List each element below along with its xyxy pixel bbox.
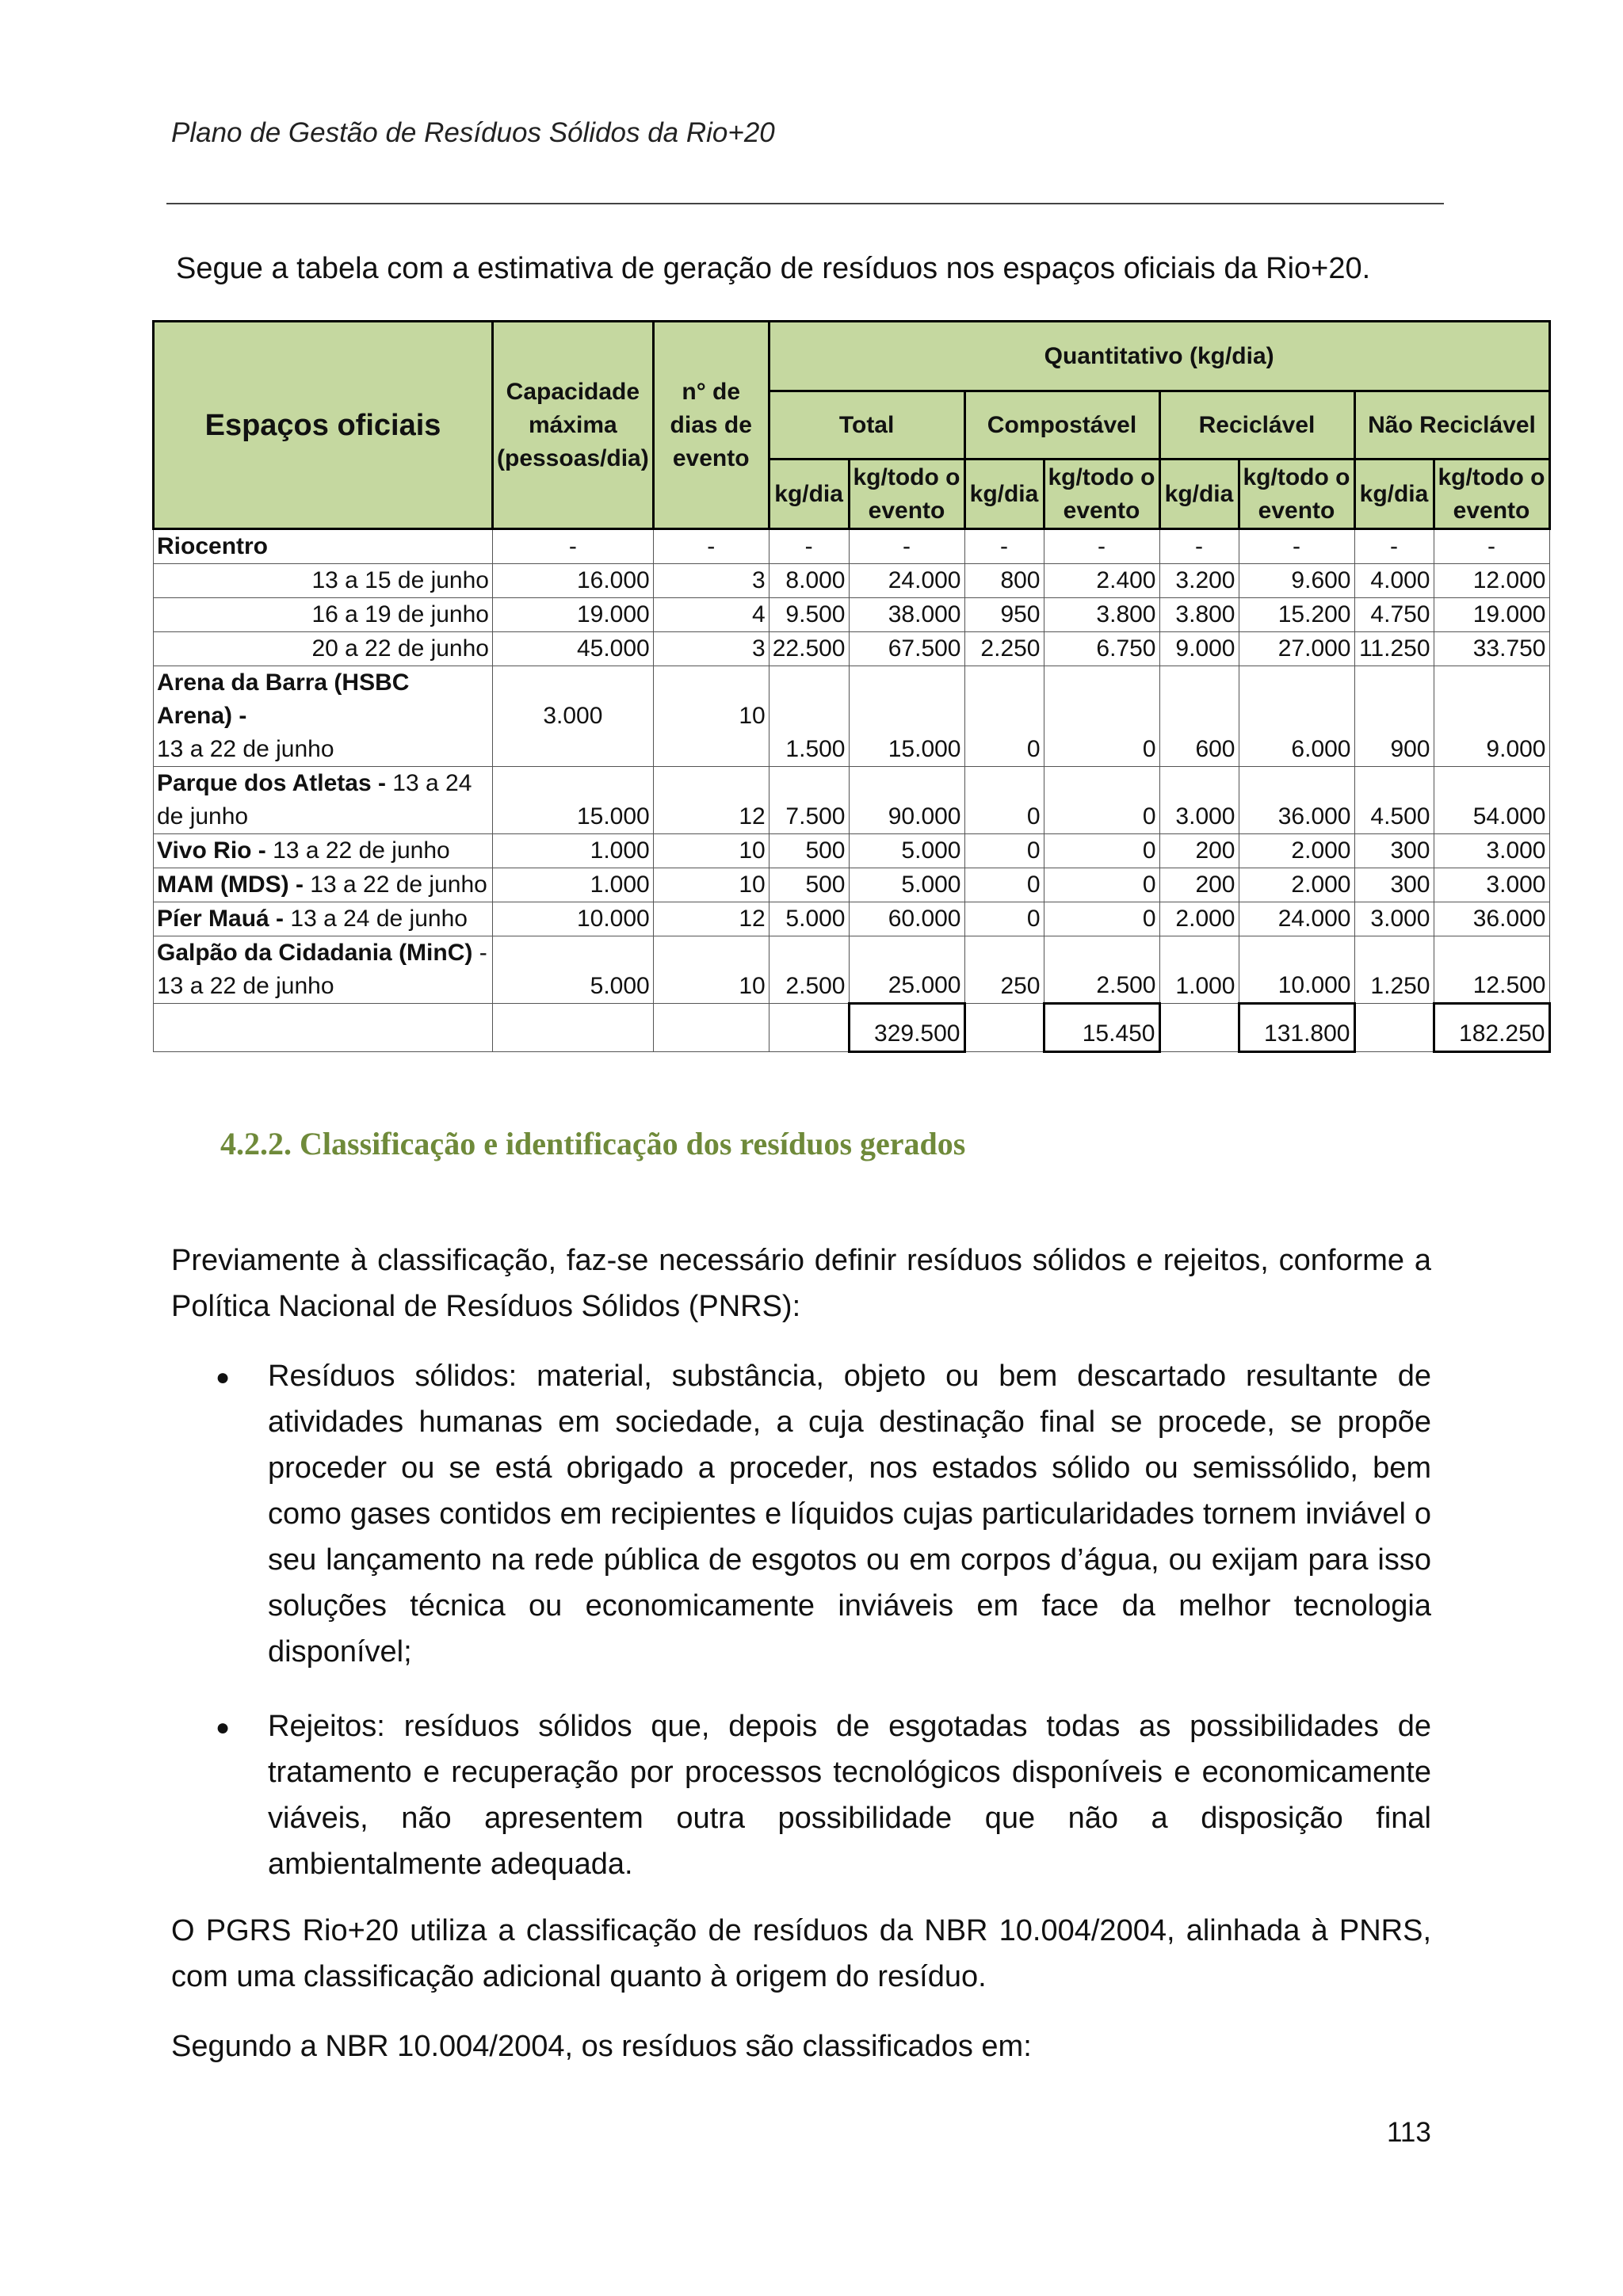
row-label-dates: 13 a 22 de junho [303, 871, 487, 898]
cell-days: 10 [653, 666, 769, 767]
waste-table-container [152, 320, 1551, 1053]
cell-value: 500 [769, 868, 849, 902]
cell-value: 24.000 [1239, 902, 1354, 936]
cell-value: 25.000 [849, 936, 964, 1004]
row-label-venue: Píer Mauá - [157, 906, 285, 932]
page-number: 113 [1387, 2117, 1431, 2148]
bullet-icon: ● [216, 1364, 231, 1390]
cell-value: 600 [1159, 666, 1239, 767]
cell-value: 9.600 [1239, 564, 1354, 598]
cell-value: 0 [1044, 834, 1159, 868]
header-group-total: Total [769, 391, 964, 460]
cell-value: - [849, 529, 964, 564]
cell-days: 3 [653, 564, 769, 598]
paragraph: Previamente à classificação, faz-se necessário definir resíduos sólidos e rejeitos, conforme a Política Nacional de Resíduos Sólidos (PNRS): [171, 1244, 1431, 1323]
waste-estimate-table [152, 320, 1551, 1053]
bullet-icon: ● [216, 1714, 231, 1741]
section-title: 4.2.2. Classificação e identificação dos resíduos gerados [220, 1126, 966, 1161]
header-days: n° de dias de evento [653, 322, 769, 529]
cell-value: 9.500 [769, 598, 849, 632]
cell-value: 2.500 [1044, 936, 1159, 1004]
cell-value: 2.250 [964, 632, 1044, 666]
cell-days: 12 [653, 767, 769, 834]
cell-value: - [964, 529, 1044, 564]
cell-value: 4.750 [1354, 598, 1434, 632]
row-label: 13 a 15 de junho [154, 564, 493, 598]
header-kg-evento: kg/todo o evento [849, 460, 964, 529]
cell-value: 22.500 [769, 632, 849, 666]
table-row [154, 834, 1550, 868]
cell-value: 15.200 [1239, 598, 1354, 632]
header-kg-dia: kg/dia [1159, 460, 1239, 529]
cell-value: 0 [964, 767, 1044, 834]
header-kg-dia: kg/dia [769, 460, 849, 529]
cell-value: 36.000 [1434, 902, 1549, 936]
cell-value: 0 [964, 868, 1044, 902]
table-row [154, 632, 1550, 666]
row-label [154, 936, 493, 1004]
table-row [154, 767, 1550, 834]
row-label-dates: 13 a 24 de junho [284, 906, 468, 932]
cell-value: 33.750 [1434, 632, 1549, 666]
cell-days: 10 [653, 868, 769, 902]
cell-value: 0 [964, 902, 1044, 936]
row-label-dates: 13 a 24 de junho [157, 770, 472, 830]
cell-value: 300 [1354, 834, 1434, 868]
cell-value: 0 [1044, 902, 1159, 936]
cell-value: - [769, 529, 849, 564]
cell-value: 1.500 [769, 666, 849, 767]
cell-capacity: 1.000 [493, 834, 654, 868]
cell-value: - [1044, 529, 1159, 564]
cell-capacity: 15.000 [493, 767, 654, 834]
cell-days: 3 [653, 632, 769, 666]
total-cell: 182.250 [1434, 1004, 1549, 1052]
row-label [154, 902, 493, 936]
cell-value: 10.000 [1239, 936, 1354, 1004]
cell-value: 6.750 [1044, 632, 1159, 666]
header-capacity: Capacidade máxima (pessoas/dia) [493, 322, 654, 529]
cell-value: 90.000 [849, 767, 964, 834]
cell-value: 2.000 [1159, 902, 1239, 936]
table-row [154, 868, 1550, 902]
header-rule [166, 203, 1444, 204]
cell-value: 12.000 [1434, 564, 1549, 598]
cell-value: 1.250 [1354, 936, 1434, 1004]
header-kg-dia: kg/dia [1354, 460, 1434, 529]
table-row [154, 666, 1550, 767]
cell-value: 2.400 [1044, 564, 1159, 598]
totals-row [154, 1004, 1550, 1052]
cell-value: 5.000 [849, 834, 964, 868]
cell-capacity: 3.000 [493, 666, 654, 767]
row-label [154, 767, 493, 834]
header-quantitativo: Quantitativo (kg/dia) [769, 322, 1549, 391]
cell-value: 0 [964, 834, 1044, 868]
cell-value: 2.000 [1239, 868, 1354, 902]
cell-days: - [653, 529, 769, 564]
total-cell: 329.500 [849, 1004, 964, 1052]
cell-value: 1.000 [1159, 936, 1239, 1004]
cell-value: 11.250 [1354, 632, 1434, 666]
cell-value: 3.000 [1159, 767, 1239, 834]
cell-value: 4.000 [1354, 564, 1434, 598]
header-group-nao-reciclavel: Não Reciclável [1354, 391, 1549, 460]
cell-value: 900 [1354, 666, 1434, 767]
cell-value: 8.000 [769, 564, 849, 598]
cell-value: 6.000 [1239, 666, 1354, 767]
cell-value: 200 [1159, 834, 1239, 868]
bullet-item: Resíduos sólidos: material, substância, objeto ou bem descartado resultante de atividades humanas em sociedade, a cuja destinação final se procede, se propõe proceder ou se está obrigado a proceder, nos estados sólido ou semissólido, bem como gases contidos em recipientes e líquidos cujas particularidades tornem inviável o seu lançamento na rede pública de esgotos ou em corpos d’água, ou exijam para isso soluções técnica ou economicamente inviáveis em face da melhor tecnologia disponível; [268, 1360, 1431, 1669]
totals-empty-cell [1159, 1004, 1239, 1052]
cell-value: 3.000 [1354, 902, 1434, 936]
row-label-venue: Parque dos Atletas - [157, 770, 386, 796]
header-group-compostavel: Compostável [964, 391, 1159, 460]
cell-days: 10 [653, 936, 769, 1004]
document-header: Plano de Gestão de Resíduos Sólidos da Rio+20 [171, 117, 775, 148]
cell-days: 12 [653, 902, 769, 936]
totals-empty-cell [1354, 1004, 1434, 1052]
cell-value: 0 [1044, 767, 1159, 834]
table-row [154, 529, 1550, 564]
cell-value: 2.500 [769, 936, 849, 1004]
table-row [154, 902, 1550, 936]
row-label-dates: 13 a 22 de junho [265, 837, 450, 864]
cell-value: 2.000 [1239, 834, 1354, 868]
cell-value: - [1239, 529, 1354, 564]
cell-value: 24.000 [849, 564, 964, 598]
table-row [154, 598, 1550, 632]
cell-value: 3.000 [1434, 834, 1549, 868]
cell-value: 27.000 [1239, 632, 1354, 666]
totals-empty-cell [964, 1004, 1044, 1052]
intro-sentence: Segue a tabela com a estimativa de geração de resíduos nos espaços oficiais da Rio+20. [176, 252, 1371, 285]
cell-value: 500 [769, 834, 849, 868]
totals-empty-cell [653, 1004, 769, 1052]
bullet-item: Rejeitos: resíduos sólidos que, depois de esgotadas todas as possibilidades de tratamento e recuperação por processos tecnológicos disponíveis e economicamente viáveis, não apresentem outra possibilidade que não a disposição final ambientalmente adequada. [268, 1710, 1431, 1881]
cell-capacity: 16.000 [493, 564, 654, 598]
cell-value: 60.000 [849, 902, 964, 936]
cell-value: 200 [1159, 868, 1239, 902]
header-kg-evento: kg/todo o evento [1239, 460, 1354, 529]
cell-value: 0 [964, 666, 1044, 767]
row-label [154, 834, 493, 868]
cell-value: 19.000 [1434, 598, 1549, 632]
row-label-venue: Galpão da Cidadania (MinC) [157, 940, 473, 966]
cell-value: - [1354, 529, 1434, 564]
cell-value: 4.500 [1354, 767, 1434, 834]
header-kg-dia: kg/dia [964, 460, 1044, 529]
row-label-venue: Vivo Rio - [157, 837, 266, 864]
row-label [154, 666, 493, 767]
cell-value: 800 [964, 564, 1044, 598]
cell-capacity: 5.000 [493, 936, 654, 1004]
table-row [154, 564, 1550, 598]
row-label [154, 868, 493, 902]
cell-value: 250 [964, 936, 1044, 1004]
total-cell: 15.450 [1044, 1004, 1159, 1052]
cell-value: 0 [1044, 666, 1159, 767]
row-label: Riocentro [154, 529, 493, 564]
paragraph: Segundo a NBR 10.004/2004, os resíduos são classificados em: [171, 2030, 1032, 2063]
cell-value: 9.000 [1434, 666, 1549, 767]
cell-capacity: 10.000 [493, 902, 654, 936]
cell-value: 38.000 [849, 598, 964, 632]
cell-value: - [1159, 529, 1239, 564]
header-spaces: Espaços oficiais [154, 322, 493, 529]
table-row [154, 936, 1550, 1004]
cell-value: 9.000 [1159, 632, 1239, 666]
row-label-dates: - 13 a 22 de junho [157, 940, 487, 999]
cell-capacity: - [493, 529, 654, 564]
row-label: 16 a 19 de junho [154, 598, 493, 632]
row-label-venue: Arena da Barra (HSBC Arena) - [157, 669, 410, 729]
cell-value: 5.000 [769, 902, 849, 936]
row-label-venue: MAM (MDS) - [157, 871, 304, 898]
totals-empty-cell [769, 1004, 849, 1052]
cell-days: 4 [653, 598, 769, 632]
paragraph: O PGRS Rio+20 utiliza a classificação de resíduos da NBR 10.004/2004, alinhada à PNRS, com uma classificação adicional quanto à origem do resíduo. [171, 1914, 1431, 1993]
cell-value: 0 [1044, 868, 1159, 902]
row-label-dates: 13 a 22 de junho [157, 736, 334, 762]
cell-value: 300 [1354, 868, 1434, 902]
total-cell: 131.800 [1239, 1004, 1354, 1052]
cell-capacity: 1.000 [493, 868, 654, 902]
cell-value: 3.000 [1434, 868, 1549, 902]
header-group-reciclavel: Reciclável [1159, 391, 1354, 460]
totals-empty-cell [493, 1004, 654, 1052]
cell-value: 950 [964, 598, 1044, 632]
cell-value: 3.800 [1159, 598, 1239, 632]
cell-value: 5.000 [849, 868, 964, 902]
header-kg-evento: kg/todo o evento [1044, 460, 1159, 529]
cell-capacity: 45.000 [493, 632, 654, 666]
cell-value: 54.000 [1434, 767, 1549, 834]
header-kg-evento: kg/todo o evento [1434, 460, 1549, 529]
row-label: 20 a 22 de junho [154, 632, 493, 666]
cell-value: 12.500 [1434, 936, 1549, 1004]
cell-value: 3.200 [1159, 564, 1239, 598]
cell-value: 3.800 [1044, 598, 1159, 632]
cell-days: 10 [653, 834, 769, 868]
cell-value: 36.000 [1239, 767, 1354, 834]
cell-capacity: 19.000 [493, 598, 654, 632]
cell-value: 7.500 [769, 767, 849, 834]
cell-value: 67.500 [849, 632, 964, 666]
cell-value: - [1434, 529, 1549, 564]
totals-empty-cell [154, 1004, 493, 1052]
cell-value: 15.000 [849, 666, 964, 767]
